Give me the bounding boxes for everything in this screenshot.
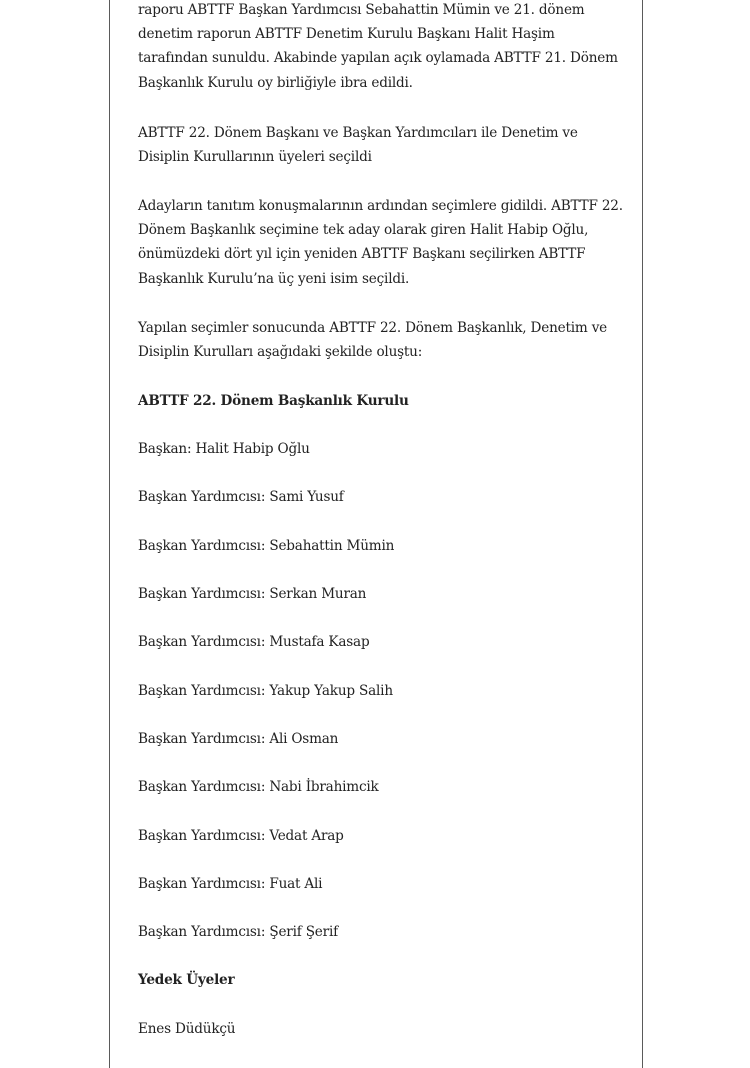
substitutes-heading: Yedek Üyeler xyxy=(138,972,235,988)
board-member-line: Başkan Yardımcısı: Şerif Şerif xyxy=(138,924,338,940)
results-intro-paragraph: Yapılan seçimler sonucunda ABTTF 22. Dönem Başkanlık, Denetim ve Disiplin Kurulları aşağıdaki şekilde oluştu: xyxy=(138,320,608,361)
board-member-line: Başkan Yardımcısı: Nabi İbrahimcik xyxy=(138,779,379,795)
board-member-line: Başkan Yardımcısı: Sami Yusuf xyxy=(138,489,344,505)
board-member-line: Başkan Yardımcısı: Sebahattin Mümin xyxy=(138,538,395,554)
election-report-paragraph: raporu ABTTF Başkan Yardımcısı Sebahattin Mümin ve 21. dönem denetim raporun ABTTF Denetim Kurulu Başkanı Halit Haşim tarafından sunuldu. Akabinde yapılan açık oylamada ABTTF 21. Dönem Başkanlık Kurulu oy birliğiyle ibra edildi. xyxy=(138,2,618,91)
board-member-line: Başkan: Halit Habip Oğlu xyxy=(138,441,310,457)
board-member-line: Başkan Yardımcısı: Yakup Yakup Salih xyxy=(138,683,393,699)
board-heading: ABTTF 22. Dönem Başkanlık Kurulu xyxy=(138,393,409,409)
board-member-line: Başkan Yardımcısı: Fuat Ali xyxy=(138,876,323,892)
board-member-line: Başkan Yardımcısı: Mustafa Kasap xyxy=(138,634,370,650)
substitute-member-line: Enes Düdükçü xyxy=(138,1021,236,1037)
election-announcement-paragraph: ABTTF 22. Dönem Başkanı ve Başkan Yardımcıları ile Denetim ve Disiplin Kurullarının üyeleri seçildi xyxy=(138,125,578,166)
candidates-paragraph: Adayların tanıtım konuşmalarının ardından seçimlere gidildi. ABTTF 22. Dönem Başkanlık seçimine tek aday olarak giren Halit Habip Oğlu, önümüzdeki dört yıl için yeniden ABTTF Başkanı seçilirken ABTTF Başkanlık Kurulu’na üç yeni isim seçildi. xyxy=(138,198,623,287)
board-member-line: Başkan Yardımcısı: Vedat Arap xyxy=(138,828,344,844)
board-member-line: Başkan Yardımcısı: Serkan Muran xyxy=(138,586,367,602)
board-member-line: Başkan Yardımcısı: Ali Osman xyxy=(138,731,339,747)
